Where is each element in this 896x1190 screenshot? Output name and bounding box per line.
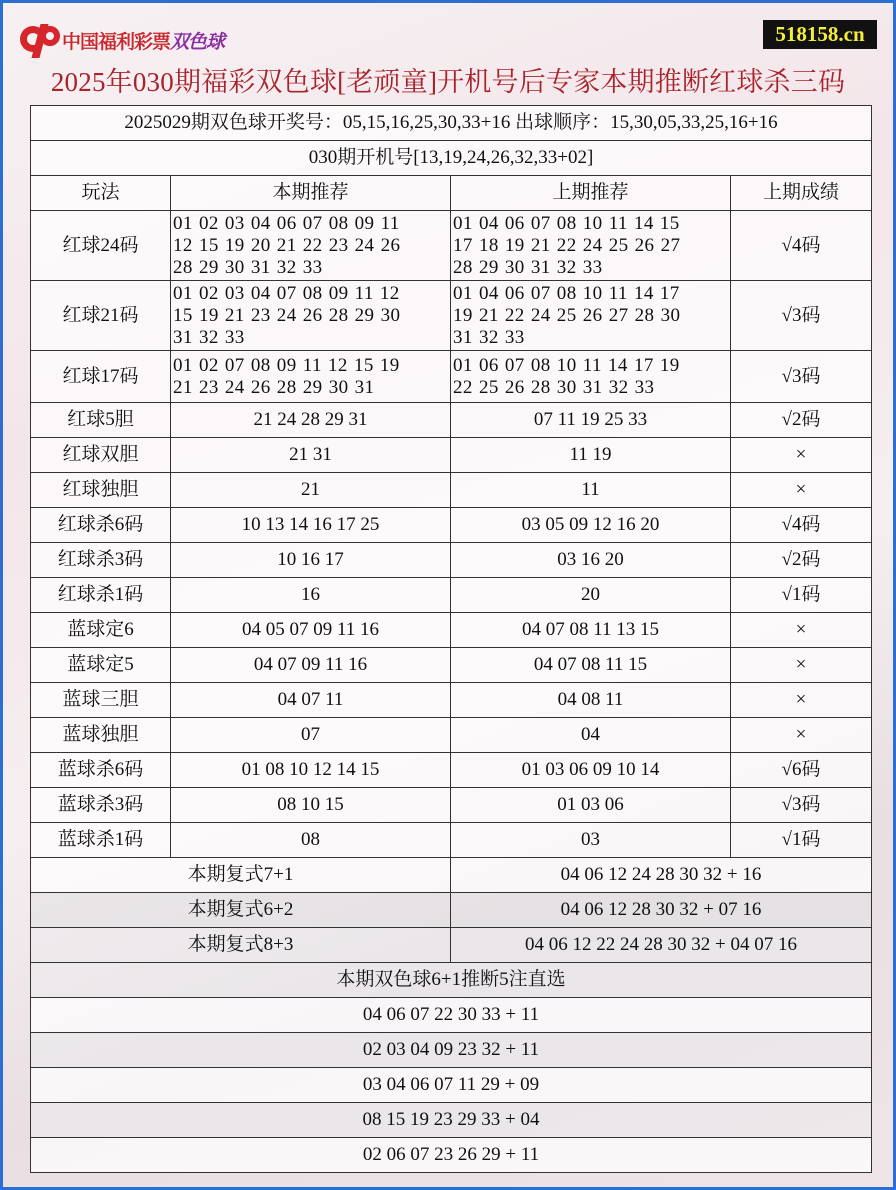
previous-recommendation: 04 07 08 11 13 15 <box>451 613 731 648</box>
play-type: 蓝球杀1码 <box>31 823 171 858</box>
play-type: 红球5胆 <box>31 403 171 438</box>
previous-result: × <box>731 648 872 683</box>
table-header-row <box>31 176 872 211</box>
previous-recommendation: 11 19 <box>451 438 731 473</box>
table-row <box>31 683 872 718</box>
compound-numbers: 04 06 12 24 28 30 32 + 16 <box>451 858 872 893</box>
previous-recommendation: 03 <box>451 823 731 858</box>
previous-result: √6码 <box>731 753 872 788</box>
previous-recommendation: 04 08 11 <box>451 683 731 718</box>
play-type: 蓝球杀3码 <box>31 788 171 823</box>
pick-row <box>31 1068 872 1103</box>
compound-row <box>31 858 872 893</box>
current-recommendation: 01 02 03 04 06 07 08 09 11 12 15 19 20 21 22 23 24 26 28 29 30 31 32 33 <box>171 211 451 281</box>
play-type: 蓝球定6 <box>31 613 171 648</box>
previous-recommendation: 04 07 08 11 15 <box>451 648 731 683</box>
lottery-logo-icon <box>18 20 62 60</box>
prediction-table <box>30 105 872 1173</box>
current-recommendation: 04 05 07 09 11 16 <box>171 613 451 648</box>
previous-recommendation: 03 05 09 12 16 20 <box>451 508 731 543</box>
pick-numbers: 08 15 19 23 29 33 + 04 <box>31 1103 872 1138</box>
table-row <box>31 753 872 788</box>
machine-numbers: 030期开机号[13,19,24,26,32,33+02] <box>31 141 872 176</box>
play-type: 蓝球三胆 <box>31 683 171 718</box>
table-row <box>31 578 872 613</box>
current-recommendation: 01 02 03 04 07 08 09 11 12 15 19 21 23 24 26 28 29 30 31 32 33 <box>171 281 451 351</box>
play-type: 红球24码 <box>31 211 171 281</box>
current-recommendation: 16 <box>171 578 451 613</box>
lottery-logo <box>18 20 224 60</box>
previous-recommendation: 11 <box>451 473 731 508</box>
table-row <box>31 438 872 473</box>
previous-result: √4码 <box>731 508 872 543</box>
previous-result: √2码 <box>731 543 872 578</box>
page-title: 2025年030期福彩双色球[老顽童]开机号后专家本期推断红球杀三码 <box>50 67 846 97</box>
pick-row <box>31 1138 872 1173</box>
current-recommendation: 21 24 28 29 31 <box>171 403 451 438</box>
picks-title-row <box>31 963 872 998</box>
compound-label: 本期复式8+3 <box>31 928 451 963</box>
play-type: 蓝球定5 <box>31 648 171 683</box>
table-row <box>31 403 872 438</box>
current-recommendation: 10 16 17 <box>171 543 451 578</box>
site-badge[interactable]: 518158.cn <box>763 20 877 49</box>
pick-row <box>31 1103 872 1138</box>
current-recommendation: 01 02 07 08 09 11 12 15 19 21 23 24 26 28 29 30 31 <box>171 351 451 403</box>
table-row <box>31 281 872 351</box>
logo-text-suffix: 双色球 <box>170 30 225 53</box>
table-row <box>31 823 872 858</box>
previous-recommendation: 01 06 07 08 10 11 14 17 19 22 25 26 28 30 31 32 33 <box>451 351 731 403</box>
play-type: 红球双胆 <box>31 438 171 473</box>
compound-label: 本期复式6+2 <box>31 893 451 928</box>
play-type: 红球杀1码 <box>31 578 171 613</box>
compound-numbers: 04 06 12 22 24 28 30 32 + 04 07 16 <box>451 928 872 963</box>
previous-result: × <box>731 473 872 508</box>
play-type: 红球21码 <box>31 281 171 351</box>
previous-result: × <box>731 438 872 473</box>
table-row <box>31 788 872 823</box>
pick-numbers: 03 04 06 07 11 29 + 09 <box>31 1068 872 1103</box>
table-row <box>31 508 872 543</box>
previous-result: √1码 <box>731 823 872 858</box>
previous-recommendation: 01 04 06 07 08 10 11 14 17 19 21 22 24 25 26 27 28 30 31 32 33 <box>451 281 731 351</box>
current-recommendation: 21 31 <box>171 438 451 473</box>
logo-text-main: 中国福利彩票 <box>62 30 171 53</box>
previous-result: × <box>731 683 872 718</box>
play-type: 红球杀3码 <box>31 543 171 578</box>
table-row <box>31 718 872 753</box>
pick-numbers: 04 06 07 22 30 33 + 11 <box>31 998 872 1033</box>
last-draw-info: 2025029期双色球开奖号：05,15,16,25,30,33+16 出球顺序：15,30,05,33,25,16+16 <box>31 106 872 141</box>
pick-row <box>31 1033 872 1068</box>
table-row <box>31 351 872 403</box>
play-type: 蓝球独胆 <box>31 718 171 753</box>
previous-result: √2码 <box>731 403 872 438</box>
table-row <box>31 613 872 648</box>
pick-numbers: 02 06 07 23 26 29 + 11 <box>31 1138 872 1173</box>
column-header: 上期成绩 <box>731 176 872 211</box>
last-draw-row <box>31 106 872 141</box>
picks-title: 本期双色球6+1推断5注直选 <box>31 963 872 998</box>
previous-recommendation: 03 16 20 <box>451 543 731 578</box>
compound-label: 本期复式7+1 <box>31 858 451 893</box>
table-row <box>31 543 872 578</box>
current-recommendation: 10 13 14 16 17 25 <box>171 508 451 543</box>
table-row <box>31 648 872 683</box>
pick-numbers: 02 03 04 09 23 32 + 11 <box>31 1033 872 1068</box>
current-recommendation: 04 07 11 <box>171 683 451 718</box>
table-row <box>31 211 872 281</box>
previous-recommendation: 01 03 06 <box>451 788 731 823</box>
column-header: 玩法 <box>31 176 171 211</box>
play-type: 红球杀6码 <box>31 508 171 543</box>
previous-recommendation: 01 04 06 07 08 10 11 14 15 17 18 19 21 22 24 25 26 27 28 29 30 31 32 33 <box>451 211 731 281</box>
table-row <box>31 473 872 508</box>
previous-recommendation: 04 <box>451 718 731 753</box>
previous-result: √3码 <box>731 788 872 823</box>
previous-result: × <box>731 718 872 753</box>
current-recommendation: 08 <box>171 823 451 858</box>
previous-recommendation: 01 03 06 09 10 14 <box>451 753 731 788</box>
previous-result: √1码 <box>731 578 872 613</box>
current-recommendation: 07 <box>171 718 451 753</box>
current-recommendation: 04 07 09 11 16 <box>171 648 451 683</box>
column-header: 上期推荐 <box>451 176 731 211</box>
previous-result: √3码 <box>731 281 872 351</box>
current-recommendation: 01 08 10 12 14 15 <box>171 753 451 788</box>
compound-numbers: 04 06 12 28 30 32 + 07 16 <box>451 893 872 928</box>
compound-row <box>31 928 872 963</box>
previous-recommendation: 07 11 19 25 33 <box>451 403 731 438</box>
previous-result: √4码 <box>731 211 872 281</box>
play-type: 红球17码 <box>31 351 171 403</box>
current-recommendation: 08 10 15 <box>171 788 451 823</box>
pick-row <box>31 998 872 1033</box>
previous-result: √3码 <box>731 351 872 403</box>
play-type: 红球独胆 <box>31 473 171 508</box>
current-recommendation: 21 <box>171 473 451 508</box>
play-type: 蓝球杀6码 <box>31 753 171 788</box>
previous-result: × <box>731 613 872 648</box>
column-header: 本期推荐 <box>171 176 451 211</box>
previous-recommendation: 20 <box>451 578 731 613</box>
compound-row <box>31 893 872 928</box>
machine-number-row <box>31 141 872 176</box>
logo-text <box>62 27 224 54</box>
